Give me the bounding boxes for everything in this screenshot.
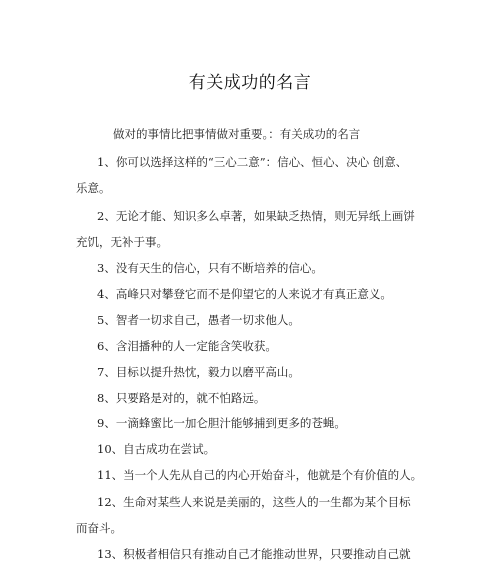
quote-item-9: 9、一滴蜂蜜比一加仑胆汁能够捕到更多的苍蝇。	[97, 416, 346, 430]
quote-item-4: 4、高峰只对攀登它而不是仰望它的人来说才有真正意义。	[97, 287, 392, 301]
quote-item-7: 7、目标以提升热忱，毅力以磨平高山。	[97, 365, 300, 379]
quote-item-11: 11、当一个人先从自己的内心开始奋斗，他就是个有价值的人。	[97, 468, 423, 482]
quote-item-3: 3、没有天生的信心，只有不断培养的信心。	[97, 261, 323, 275]
quote-item-12: 12、生命对某些人来说是美丽的，这些人的一生都为某个目标	[97, 495, 411, 509]
quote-item-8: 8、只要路是对的，就不怕路远。	[97, 391, 266, 405]
quote-item-1: 1、你可以选择这样的“三心二意”：信心、恒心、决心 创意、	[97, 155, 408, 169]
intro-line: 做对的事情比把事情做对重要。：有关成功的名言	[113, 127, 361, 141]
quote-item-5: 5、智者一切求自己，愚者一切求他人。	[97, 313, 300, 327]
quote-item-13: 13、积极者相信只有推动自己才能推动世界，只要推动自己就	[97, 547, 411, 561]
quote-item-10: 10、自古成功在尝试。	[97, 442, 216, 456]
quote-item-2: 2、无论才能、知识多么卓著，如果缺乏热情，则无异纸上画饼	[97, 209, 415, 223]
quote-item-2-continuation: 充饥，无补于事。	[76, 235, 168, 249]
quote-item-6: 6、含泪播种的人一定能含笑收获。	[97, 339, 277, 353]
quote-item-12-continuation: 而奋斗。	[76, 521, 122, 535]
quote-item-1-continuation: 乐意。	[76, 181, 111, 195]
page-title: 有关成功的名言	[188, 73, 312, 93]
